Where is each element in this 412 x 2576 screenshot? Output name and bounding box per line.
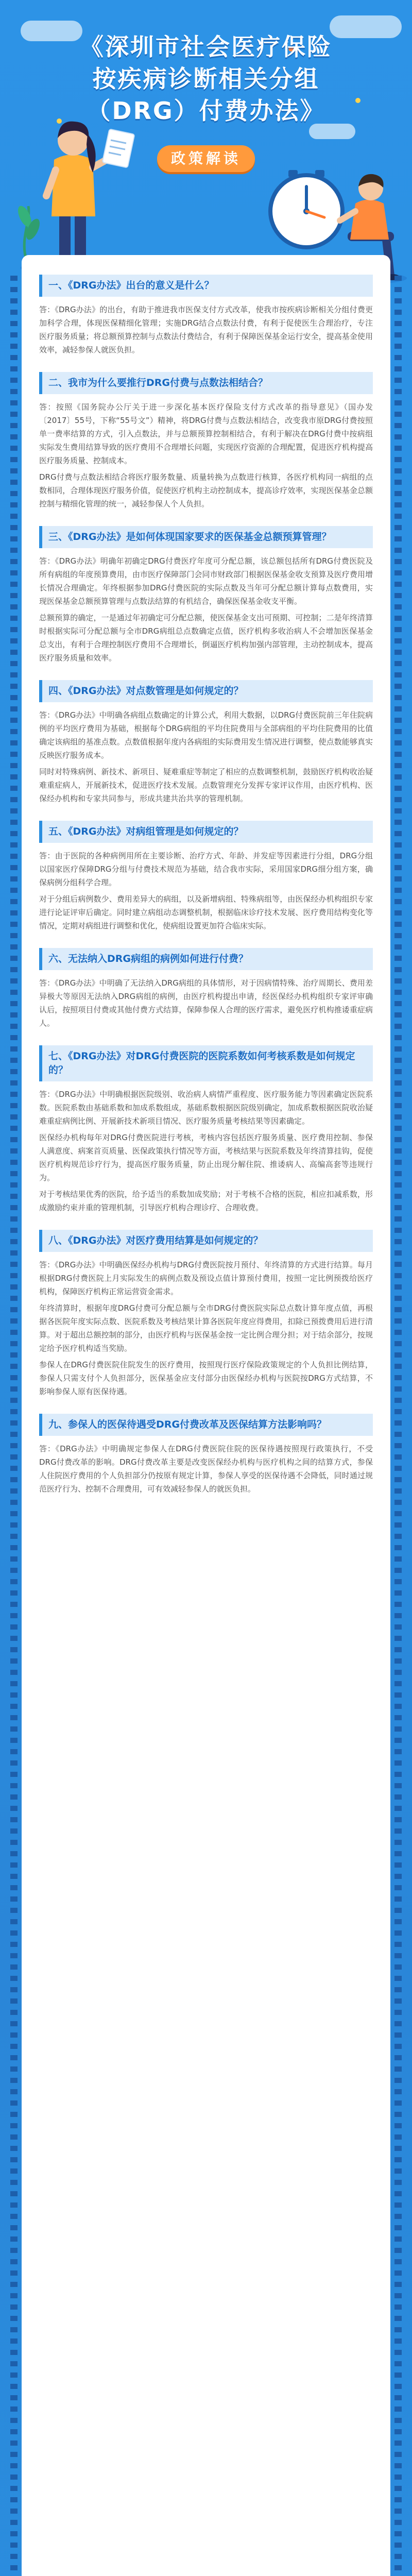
- binder-edge-right: [394, 276, 402, 2576]
- answer-paragraph: 对于分组后病例数少、费用差异大的病组，以及新增病组、特殊病组等，由医保经办机构组织专家进行论证评审后确定。同时建立病组动态调整机制，根据临床诊疗技术发展、医疗费用结构变化等情况，定期对病组进行调整和优化，使病组设置更加符合临床实际。: [39, 894, 373, 930]
- question-text: 九、参保人的医保待遇受DRG付费改革及医保结算方法影响吗？: [48, 1419, 327, 1430]
- person-reading-illustration: [10, 82, 144, 278]
- answer-paragraph: 答：《DRG办法》中明确根据医院级别、收治病人病情严重程度、医疗服务能力等因素确定医院系数。医院系数由基础系数和加成系数组成，基础系数根据医院级别确定，加成系数根据医院收治疑难重症病例比例、开展新技术新项目情况、医疗服务质量考核结果等因素确定。: [39, 1090, 373, 1126]
- answer-paragraph: 同时对特殊病例、新技术、新项目、疑难重症等制定了相应的点数调整机制，鼓励医疗机构收治疑难重症病人，开展新技术，促进医疗技术发展。点数管理充分发挥专家评议作用，由医疗机构、医保经办机构和专家共同参与，形成共建共治共享的管理机制。: [39, 767, 373, 803]
- content-card: [22, 255, 390, 2576]
- qa-section-9: [39, 1414, 373, 1496]
- question-text: 七、《DRG办法》对DRG付费医院的医院系数如何考核系数是如何规定的？: [48, 1050, 355, 1076]
- answer-paragraph: 对于考核结果优秀的医院，给予适当的系数加成奖励；对于考核不合格的医院，相应扣减系数，形成激励约束并重的管理机制，引导医疗机构合理诊疗、合理收费。: [39, 1190, 373, 1212]
- question-heading: [39, 680, 373, 702]
- qa-section-2: [39, 372, 373, 511]
- question-text: 八、《DRG办法》对医疗费用结算是如何规定的？: [48, 1235, 263, 1246]
- title-line: （DRG）付费办法》: [87, 97, 325, 125]
- qa-section-7: [39, 1045, 373, 1214]
- binder-edge-left: [10, 276, 18, 2576]
- answer-paragraph: 答：《DRG办法》的出台，有助于推进我市医保支付方式改革，使我市按疾病诊断相关分组付费更加科学合理，体现医保精细化管理；实施DRG结合点数法付费，有利于促使医生合理治疗，专注医疗服务质量；将总额预算控制与点数法付费结合，有利于保障医保基金运行安全，提高基金使用效率，减轻参保人就医负担。: [39, 305, 373, 354]
- answer-paragraph: 参保人在DRG付费医院住院发生的医疗费用，按照现行医疗保险政策规定的个人负担比例结算，参保人只需支付个人负担部分，医保基金应支付部分由医保经办机构与医院按DRG方式结算，不影响参保人原有医保待遇。: [39, 1360, 373, 1396]
- question-heading: [39, 526, 373, 548]
- content-card-wrapper: [10, 255, 402, 2576]
- hero-header: [0, 0, 412, 291]
- title-line: 按疾病诊断相关分组: [92, 65, 320, 93]
- qa-section-1: [39, 275, 373, 357]
- answer-paragraph: 答：《DRG办法》中明确规定参保人在DRG付费医院住院的医保待遇按照现行政策执行，不受DRG付费改革的影响。DRG付费改革主要是改变医保经办机构与医疗机构之间的结算方式，参保人住院医疗费用的个人负担部分仍按原有规定计算，参保人享受的医保待遇不会降低，同时通过规范医疗行为、控制不合理费用，可有效减轻参保人的就医负担。: [39, 1444, 373, 1494]
- qa-section-8: [39, 1230, 373, 1398]
- question-heading: [39, 275, 373, 297]
- qa-section-6: [39, 948, 373, 1030]
- qa-section-5: [39, 821, 373, 933]
- question-text: 二、我市为什么要推行DRG付费与点数法相结合？: [48, 377, 268, 388]
- answer-paragraph: 总额预算的确定，一是通过年初确定可分配总额，使医保基金支出可预期、可控制；二是年终清算时根据实际可分配总额与全市DRG病组总点数确定点值，医疗机构多收治病人不会增加医保基金总支出，有利于合理控制医疗费用不合理增长，倒逼医疗机构加强内部管理，主动控制成本，提高医疗服务质量和效率。: [39, 613, 373, 663]
- question-heading: [39, 372, 373, 394]
- question-text: 一、《DRG办法》出台的意义是什么？: [48, 280, 214, 291]
- answer-paragraph: 答：《DRG办法》明确年初确定DRG付费医疗年度可分配总额，该总额包括所有DRG付费医院及所有病组的年度预算费用，由市医疗保障部门会同市财政部门根据医保基金收支预算及医疗费用增长情况合理确定。年终根据参加DRG付费医院的实际点数及当年可分配总额计算每点数费用，实现医保基金总额预算管理与点数法结算的有机结合，确保医保基金收支平衡。: [39, 556, 373, 606]
- qa-section-4: [39, 680, 373, 805]
- question-text: 五、《DRG办法》对病组管理是如何规定的？: [48, 826, 244, 837]
- question-heading: [39, 1414, 373, 1436]
- question-text: 四、《DRG办法》对点数管理是如何规定的？: [48, 685, 244, 697]
- question-heading: [39, 1045, 373, 1081]
- answer-paragraph: 年终清算时，根据年度DRG付费可分配总额与全市DRG付费医院实际总点数计算年度点值，再根据各医院年度实际点数、医院系数及考核结果计算各医院年度应得费用，扣除已预拨费用后进行清算。对于超出总额控制的部分，由医疗机构与医保基金按一定比例合理分担；对于结余部分，按规定给予医疗机构适当奖励。: [39, 1303, 373, 1353]
- answer-paragraph: 答：按照《国务院办公厅关于进一步深化基本医疗保险支付方式改革的指导意见》（国办发〔2017〕55号，下称“55号文”）精神，将DRG付费与点数法相结合，改变我市原DRG付费按照单一费率结算的方式，引入点数法，并与总额预算控制相结合，有利于解决在DRG付费中按病组实际发生费用结算导致的医疗费用不合理增长问题，实现医疗资源的合理配置，促进医疗机构提高医疗服务质量、控制成本。: [39, 402, 373, 465]
- answer-paragraph: DRG付费与点数法相结合将医疗服务数量、质量转换为点数进行核算，各医疗机构同一病组的点数相同，合理体现医疗服务价值，促使医疗机构主动控制成本，提高诊疗效率，实现医保基金总额控制与精细化管理的统一，减轻参保人个人负担。: [39, 472, 373, 509]
- title-line: 《深圳市社会医疗保险: [80, 33, 332, 61]
- question-heading: [39, 948, 373, 970]
- question-heading: [39, 821, 373, 843]
- answer-paragraph: 答：《DRG办法》中明确医保经办机构与DRG付费医院按月预付、年终清算的方式进行结算。每月根据DRG付费医院上月实际发生的病例点数及预设点值计算预付费用，按照一定比例预拨给医疗机构，保障医疗机构正常运营资金需求。: [39, 1260, 373, 1296]
- policy-interpretation-badge: 政策解读: [157, 145, 255, 172]
- answer-paragraph: 答：《DRG办法》中明确各病组点数确定的计算公式，利用大数据，以DRG付费医院前三年住院病例的平均医疗费用为基础，根据每个DRG病组的平均住院费用与全部病组的平均住院费用的比值确定该病组的基准点数。点数值根据年度内各病组的实际费用发生情况进行调整，使点数能够真实反映医疗服务成本。: [39, 710, 373, 760]
- answer-paragraph: 答：由于医院的各种病例用所在主要诊断、治疗方式、年龄、并发症等因素进行分组，DRG分组以国家医疗保障DRG分组与付费技术规范为基础，结合我市实际，采用国家DRG细分组方案，确保病例分组科学合理。: [39, 851, 373, 887]
- answer-paragraph: 答：《DRG办法》中明确了无法纳入DRG病组的具体情形，对于因病情特殊、治疗周期长、费用差异极大等原因无法纳入DRG病组的病例，由医疗机构提出申请，经医保经办机构组织专家评审确认后，按照项目付费或其他付费方式结算，保障参保人合理的医疗需求，避免医疗机构推诿重症病人。: [39, 978, 373, 1028]
- question-heading: [39, 1230, 373, 1252]
- answer-paragraph: 医保经办机构每年对DRG付费医院进行考核，考核内容包括医疗服务质量、医疗费用控制、参保人满意度、病案首页质量、医保政策执行情况等方面，考核结果与医院系数及年终清算挂钩，促使医疗机构规范诊疗行为，提高医疗服务质量，防止出现分解住院、推诿病人、高编高套等违规行为。: [39, 1133, 373, 1182]
- qa-section-3: [39, 526, 373, 665]
- question-text: 六、无法纳入DRG病组的病例如何进行付费？: [48, 953, 248, 964]
- question-text: 三、《DRG办法》是如何体现国家要求的医保基金总额预算管理？: [48, 531, 332, 543]
